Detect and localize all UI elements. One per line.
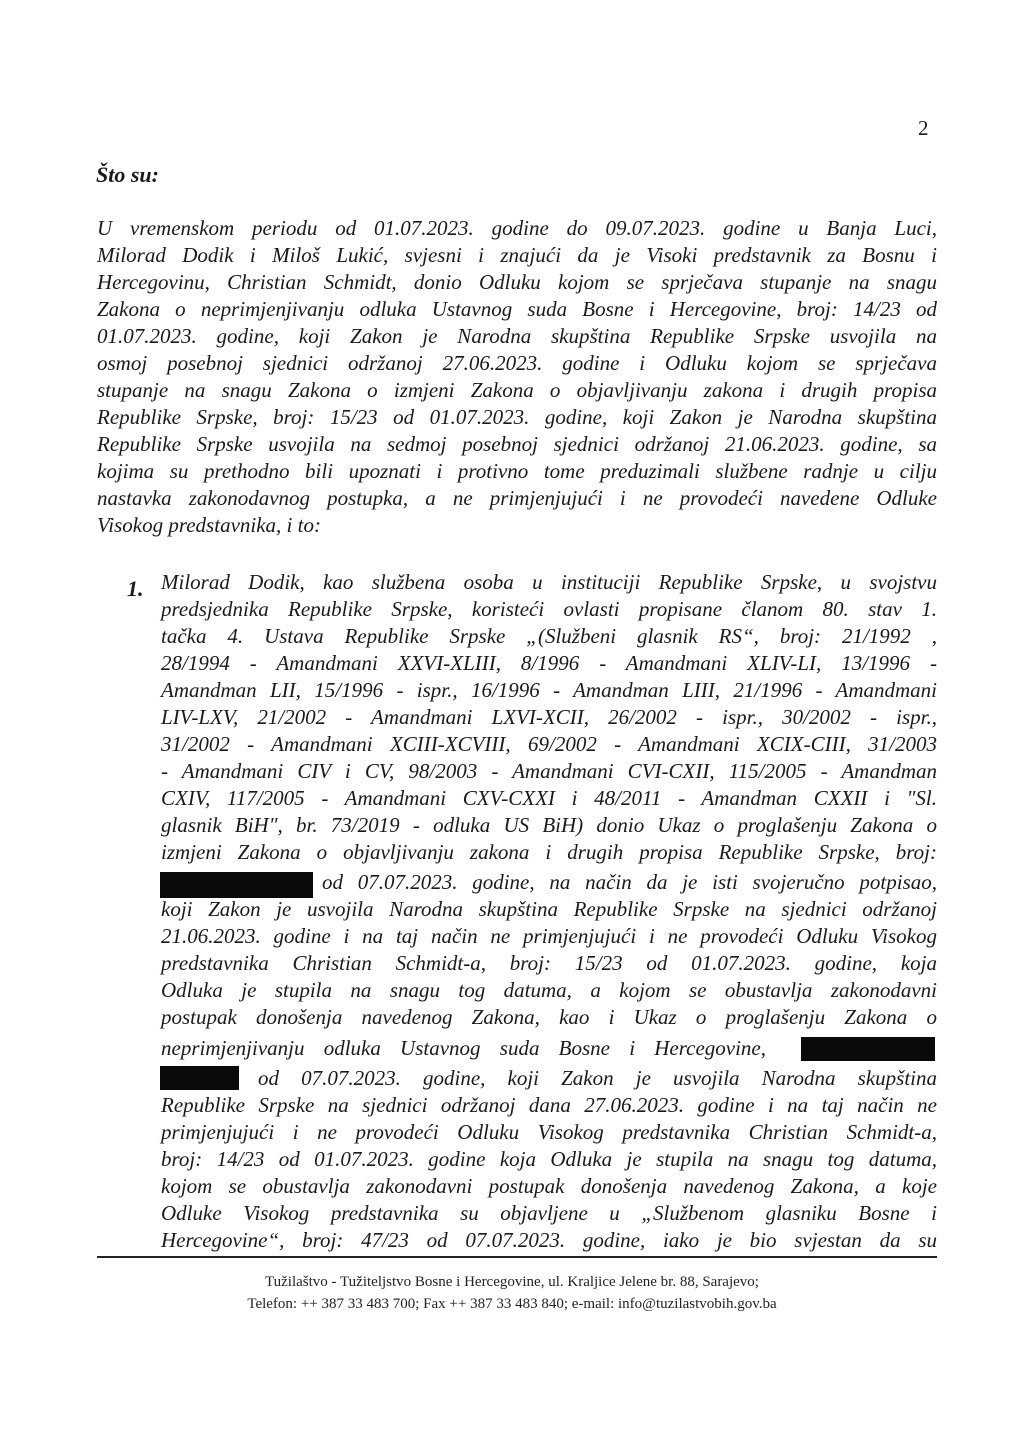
- item-line: Amandman LII, 15/1996 - ispr., 16/1996 - Amandman LIII, 21/1996 - Amandmani: [161, 678, 937, 702]
- item-line: koji Zakon je usvojila Narodna skupština Republike Srpske na sjednici održanoj: [161, 897, 937, 921]
- item-line: kojom se obustavlja zakonodavni postupak donošenja navedenog Zakona, a koje: [161, 1174, 937, 1198]
- item-line: LIV-LXV, 21/2002 - Amandmani LXVI-XCII, 26/2002 - ispr., 30/2002 - ispr.,: [161, 705, 937, 729]
- item-line: - Amandmani CIV i CV, 98/2003 - Amandmani CVI-CXII, 115/2005 - Amandman: [161, 759, 937, 783]
- redaction-bar: [801, 1037, 935, 1061]
- intro-line: U vremenskom periodu od 01.07.2023. godine do 09.07.2023. godine u Banja Luci,: [97, 216, 937, 240]
- item-line: Republike Srpske na sjednici održanoj dana 27.06.2023. godine i na taj način ne: [161, 1093, 937, 1117]
- intro-line: osmoj posebnoj sjednici održanoj 27.06.2023. godine i Odluku kojom se sprječava: [97, 351, 937, 375]
- intro-line: stupanje na snagu Zakona o izmjeni Zakona o objavljivanju zakona i drugih propisa: [97, 378, 937, 402]
- intro-line: Republike Srpske, broj: 15/23 od 01.07.2023. godine, koji Zakon je Narodna skupština: [97, 405, 937, 429]
- intro-line: Hercegovinu, Christian Schmidt, donio Odluku kojom se sprječava stupanje na snagu: [97, 270, 937, 294]
- item-line: CXIV, 117/2005 - Amandmani CXV-CXXI i 48/2011 - Amandman CXXII i "Sl.: [161, 786, 937, 810]
- redaction-bar: [160, 1066, 239, 1090]
- item-line: 31/2002 - Amandmani XCIII-XCVIII, 69/2002 - Amandmani XCIX-CIII, 31/2003: [161, 732, 937, 756]
- item-line: predsjednika Republike Srpske, koristeći ovlasti propisane članom 80. stav 1.: [161, 597, 937, 621]
- item-line: predstavnika Christian Schmidt-a, broj: 15/23 od 01.07.2023. godine, koja: [161, 951, 937, 975]
- intro-line: kojima su prethodno bili upoznati i protivno tome preduzimali službene radnje u cilju: [97, 459, 937, 483]
- item-line: od 07.07.2023. godine, koji Zakon je usvojila Narodna skupština: [258, 1066, 937, 1090]
- redaction-bar: [160, 872, 313, 898]
- item-line: 28/1994 - Amandmani XXVI-XLIII, 8/1996 - Amandmani XLIV-LI, 13/1996 -: [161, 651, 937, 675]
- item-line: primjenjujući i ne provodeći Odluku Visokog predstavnika Christian Schmidt-a,: [161, 1120, 937, 1144]
- item-line: 21.06.2023. godine i na taj način ne primjenjujući i ne provodeći Odluku Visokog: [161, 924, 937, 948]
- footer-contact: Telefon: ++ 387 33 483 700; Fax ++ 387 33 483 840; e-mail: info@tuzilastvobih.gov.ba: [247, 1296, 777, 1312]
- item-line: Odluke Visokog predstavnika su objavljene u „Službenom glasniku Bosne i: [161, 1201, 937, 1225]
- item-line: broj: 14/23 od 01.07.2023. godine koja Odluka je stupila na snagu tog datuma,: [161, 1147, 937, 1171]
- item-line: neprimjenjivanju odluka Ustavnog suda Bosne i Hercegovine,: [161, 1036, 766, 1060]
- intro-line: Visokog predstavnika, i to:: [97, 513, 321, 537]
- footer-divider: [97, 1256, 937, 1258]
- intro-line: Milorad Dodik i Miloš Lukić, svjesni i znajući da je Visoki predstavnik za Bosnu i: [97, 243, 937, 267]
- intro-line: Republike Srpske usvojila na sedmoj posebnoj sjednici održanoj 21.06.2023. godine, sa: [97, 432, 937, 456]
- item-line: tačka 4. Ustava Republike Srpske „(Službeni glasnik RS“, broj: 21/1992 ,: [161, 624, 937, 648]
- item-line: Odluka je stupila na snagu tog datuma, a kojom se obustavlja zakonodavni: [161, 978, 937, 1002]
- item-line: glasnik BiH", br. 73/2019 - odluka US BiH) donio Ukaz o proglašenju Zakona o: [161, 813, 937, 837]
- section-heading: Što su:: [96, 162, 159, 187]
- item-line: postupak donošenja navedenog Zakona, kao i Ukaz o proglašenju Zakona o: [161, 1005, 937, 1029]
- item-line: od 07.07.2023. godine, na način da je isti svojeručno potpisao,: [322, 870, 937, 894]
- intro-line: 01.07.2023. godine, koji Zakon je Narodna skupština Republike Srpske usvojila na: [97, 324, 937, 348]
- list-item-number: 1.: [127, 576, 144, 601]
- page-number: 2: [918, 116, 929, 140]
- item-line: izmjeni Zakona o objavljivanju zakona i drugih propisa Republike Srpske, broj:: [161, 840, 937, 864]
- item-line: Hercegovine“, broj: 47/23 od 07.07.2023. godine, iako je bio svjestan da su: [161, 1228, 937, 1252]
- intro-line: Zakona o neprimjenjivanju odluka Ustavnog suda Bosne i Hercegovine, broj: 14/23 od: [97, 297, 937, 321]
- item-line: Milorad Dodik, kao službena osoba u instituciji Republike Srpske, u svojstvu: [161, 570, 937, 594]
- intro-line: nastavka zakonodavnog postupka, a ne primjenjujući i ne provodeći navedene Odluke: [97, 486, 937, 510]
- footer-address: Tužilaštvo - Tužiteljstvo Bosne i Hercegovine, ul. Kraljice Jelene br. 88, Sarajevo;: [265, 1274, 759, 1290]
